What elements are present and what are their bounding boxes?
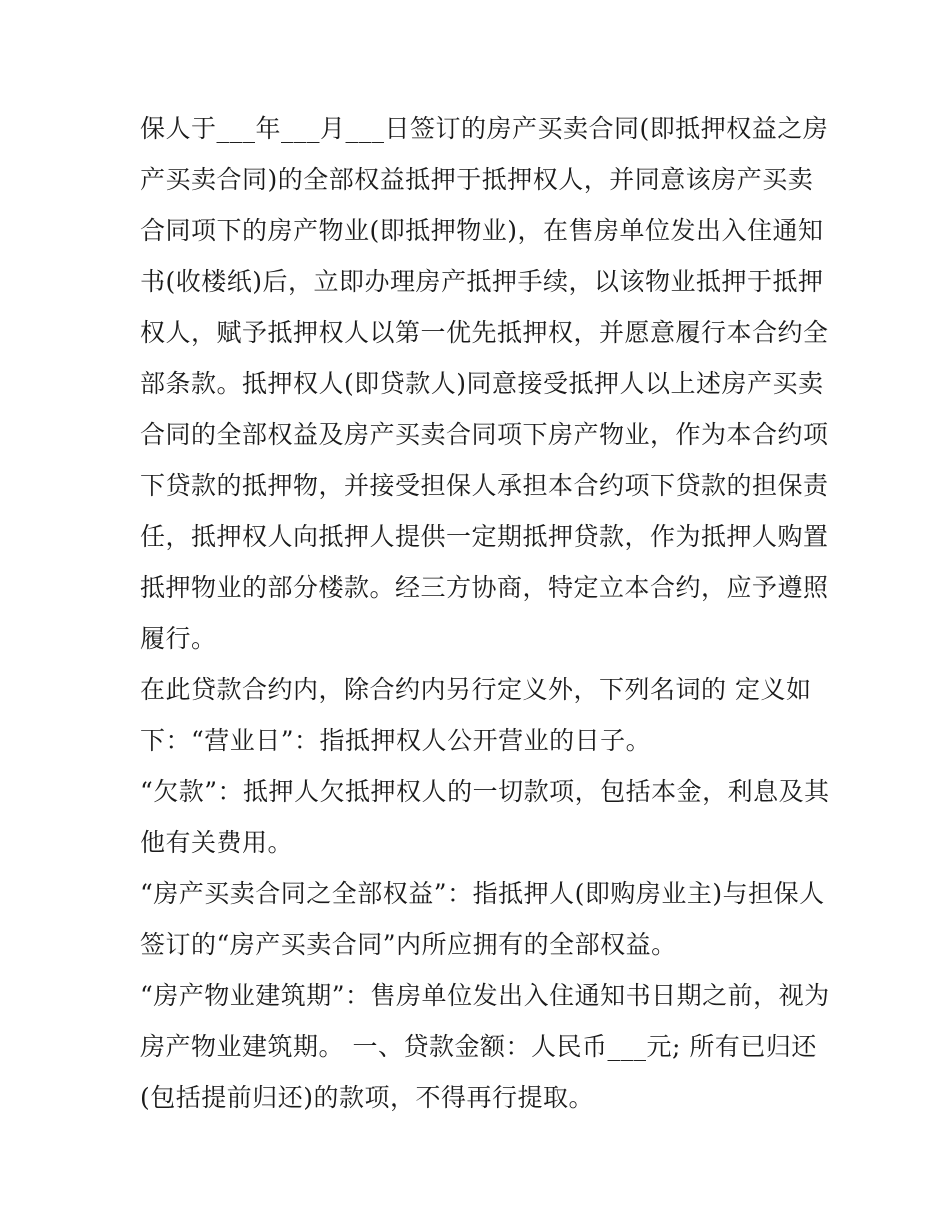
text-line: 下贷款的抵押物，并接受担保人承担本合约项下贷款的担保责: [140, 471, 829, 500]
text-line: “房产买卖合同之全部权益”：指抵押人(即购房业主)与担保人: [140, 879, 825, 908]
text-line: 签订的“房产买卖合同”内所应拥有的全部权益。: [140, 930, 677, 959]
text-line: 书(收楼纸)后，立即办理房产抵押手续，以该物业抵押于抵押: [140, 267, 824, 296]
text-line: 部条款。抵押权人(即贷款人)同意接受抵押人以上述房产买卖: [140, 369, 824, 398]
text-line: 合同的全部权益及房产买卖合同项下房产物业，作为本合约项: [140, 420, 829, 449]
text-line: “欠款”：抵押人欠抵押权人的一切款项，包括本金，利息及其: [140, 777, 830, 806]
text-line: 产买卖合同)的全部权益抵押于抵押权人，并同意该房产买卖: [140, 165, 814, 194]
text-line: 下：“营业日”：指抵押权人公开营业的日子。: [140, 726, 652, 755]
text-line: “房产物业建筑期”：售房单位发出入住通知书日期之前，视为: [140, 981, 830, 1010]
text-line: 履行。: [140, 624, 217, 653]
text-line: 权人，赋予抵押权人以第一优先抵押权，并愿意履行本合约全: [140, 318, 829, 347]
text-line: 他有关费用。: [140, 828, 294, 857]
text-line: 任，抵押权人向抵押人提供一定期抵押贷款，作为抵押人购置: [140, 522, 829, 551]
text-line: 保人于___年___月___日签订的房产买卖合同(即抵押权益之房: [140, 114, 829, 143]
text-line: (包括提前归还)的款项，不得再行提取。: [140, 1083, 595, 1112]
text-line: 合同项下的房产物业(即抵押物业)，在售房单位发出入住通知: [140, 216, 824, 245]
text-line: 抵押物业的部分楼款。经三方协商，特定立本合约，应予遵照: [140, 573, 829, 602]
text-line: 在此贷款合约内，除合约内另行定义外，下列名词的 定义如: [140, 675, 812, 704]
text-line: 房产物业建筑期。 一、贷款金额：人民币___元; 所有已归还: [140, 1032, 817, 1061]
document-body: [140, 103, 830, 1123]
